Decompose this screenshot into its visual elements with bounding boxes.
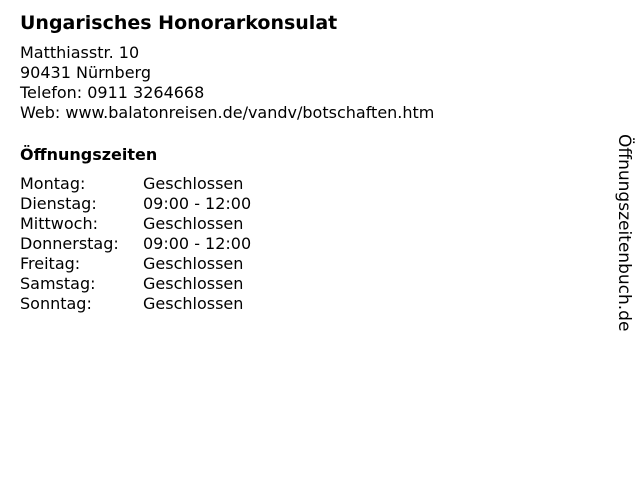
hours-row-friday (20, 254, 251, 274)
street-address: Matthiasstr. 10 (20, 43, 140, 62)
hours-row-saturday (20, 274, 251, 294)
time-value: Geschlossen (143, 294, 244, 313)
opening-hours-heading: Öffnungszeiten (20, 145, 158, 164)
business-name: Ungarisches Honorarkonsulat (20, 12, 338, 34)
day-label: Samstag: (20, 274, 96, 293)
contact-block (20, 43, 434, 123)
hours-row-monday (20, 174, 251, 194)
day-label: Freitag: (20, 254, 81, 273)
brand-watermark: Öffnungszeitenbuch.de (614, 134, 634, 332)
day-label: Mittwoch: (20, 214, 98, 233)
hours-row-thursday (20, 234, 251, 254)
hours-row-sunday (20, 294, 251, 314)
time-value: 09:00 - 12:00 (143, 194, 252, 213)
time-value: Geschlossen (143, 214, 244, 233)
website-link[interactable]: Web: www.balatonreisen.de/vandv/botschaften.htm (20, 103, 435, 122)
day-label: Donnerstag: (20, 234, 119, 253)
hours-row-wednesday (20, 214, 251, 234)
day-label: Dienstag: (20, 194, 97, 213)
city-postcode: 90431 Nürnberg (20, 63, 151, 82)
day-label: Sonntag: (20, 294, 92, 313)
time-value: 09:00 - 12:00 (143, 234, 252, 253)
phone-number: Telefon: 0911 3264668 (20, 83, 205, 102)
time-value: Geschlossen (143, 254, 244, 273)
day-label: Montag: (20, 174, 86, 193)
hours-row-tuesday (20, 194, 251, 214)
opening-hours-table (20, 174, 251, 314)
time-value: Geschlossen (143, 174, 244, 193)
time-value: Geschlossen (143, 274, 244, 293)
